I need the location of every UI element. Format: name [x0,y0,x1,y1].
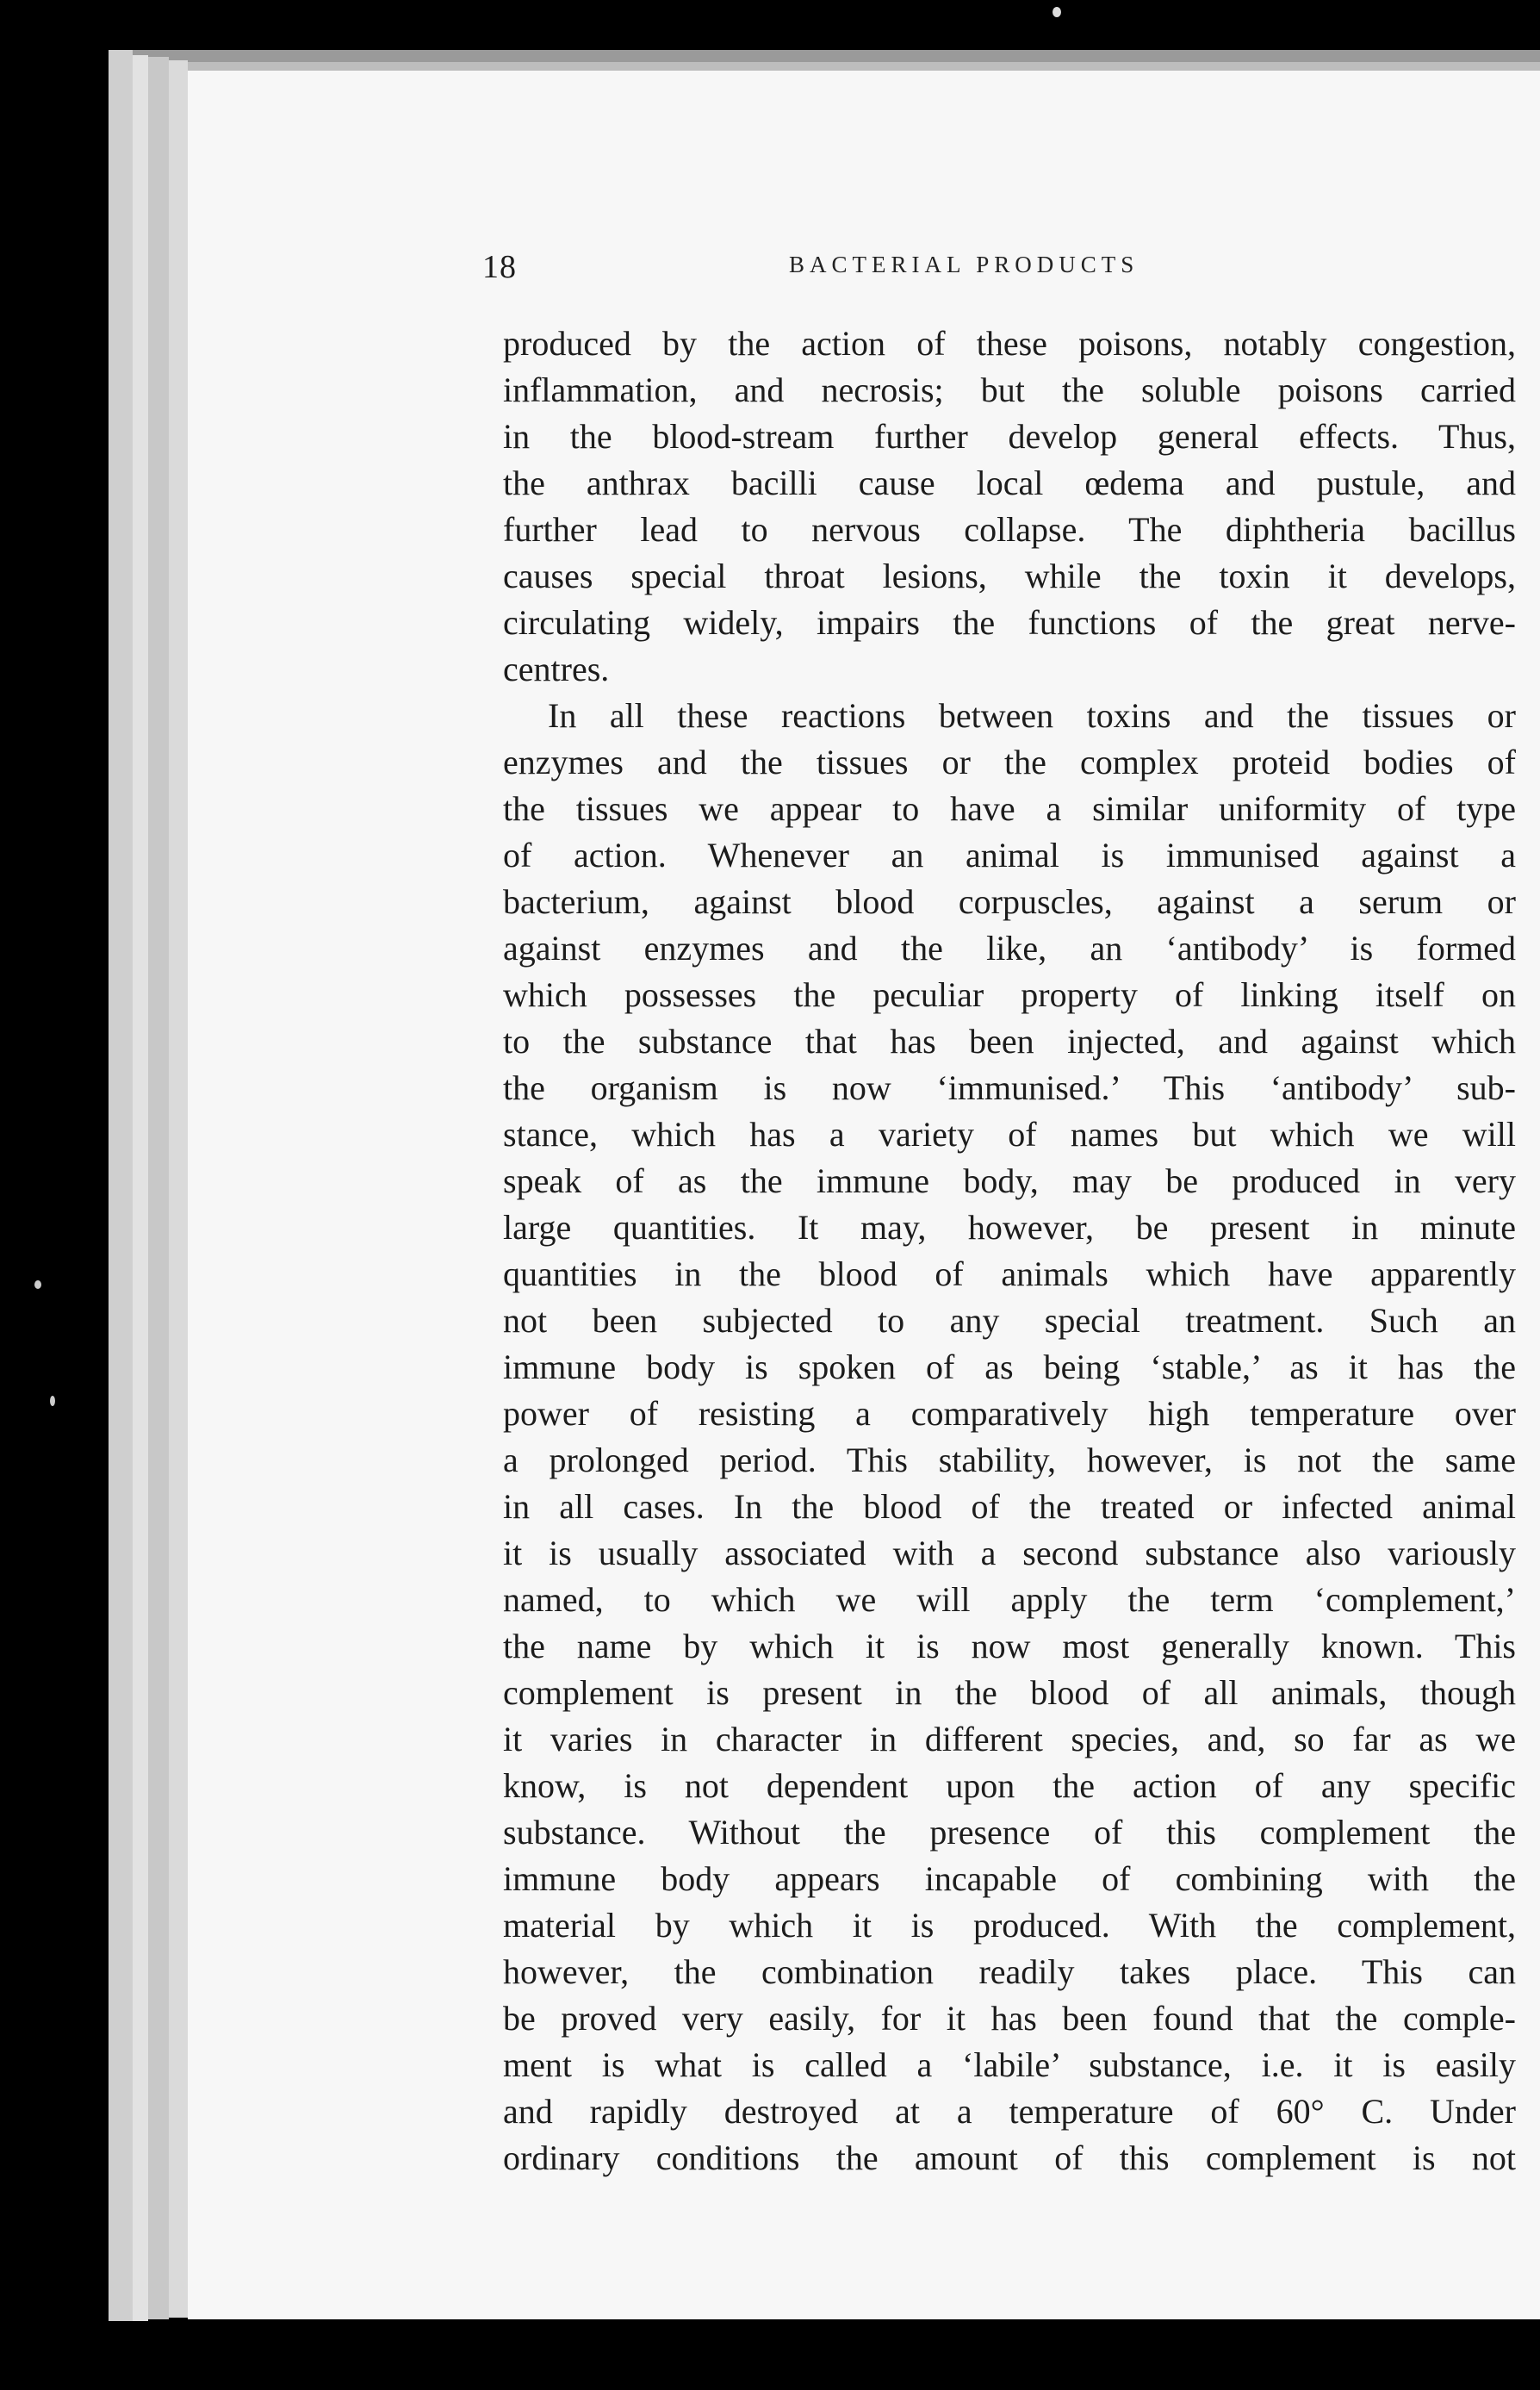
scan-speck [34,1280,41,1289]
scan-speck [50,1396,55,1406]
text-line: the name by which it is now most generally known. This [503,1627,1516,1665]
text-line: enzymes and the tissues or the complex proteid bodies of [503,743,1516,781]
text-line: immune body is spoken of as being ‘stable,’ as it has the [503,1347,1516,1386]
running-head: BACTERIAL PRODUCTS [789,252,1139,277]
text-line: ment is what is called a ‘labile’ substance, i.e. it is easily [503,2045,1516,2084]
text-line: be proved very easily, for it has been found that the comple- [503,1999,1516,2038]
text-line: of action. Whenever an animal is immunised against a [503,836,1516,874]
text-line: power of resisting a comparatively high temperature over [503,1394,1516,1433]
text-line: the anthrax bacilli cause local œdema and pustule, and [503,464,1516,502]
text-line: ordinary conditions the amount of this complement is not [503,2138,1516,2177]
text-line: complement is present in the blood of all animals, though [503,1673,1516,1712]
page-edge-top [109,50,1540,62]
text-line: it is usually associated with a second substance also variously [503,1534,1516,1572]
text-line: centres. [503,650,610,688]
text-line: not been subjected to any special treatment. Such an [503,1301,1516,1340]
page-edge-left-2 [133,55,148,2321]
page-edge-top-inner [188,62,1540,71]
text-line: In all these reactions between toxins and the tissues or [548,696,1516,735]
text-line: a prolonged period. This stability, however, is not the same [503,1441,1516,1479]
text-line: however, the combination readily takes place. This can [503,1952,1516,1991]
text-line: in the blood-stream further develop general effects. Thus, [503,417,1516,456]
text-line: it varies in character in different species, and, so far as we [503,1720,1516,1758]
text-line: and rapidly destroyed at a temperature of 60° C. Under [503,2092,1516,2131]
text-line: material by which it is produced. With the complement, [503,1906,1516,1945]
page-edge-left-1 [109,50,133,2321]
text-line: the organism is now ‘immunised.’ This ‘antibody’ sub- [503,1068,1516,1107]
text-line: immune body appears incapable of combining with the [503,1859,1516,1898]
text-line: produced by the action of these poisons, notably congestion, [503,324,1516,363]
text-line: the tissues we appear to have a similar uniformity of type [503,789,1516,828]
text-line: know, is not dependent upon the action of any specific [503,1766,1516,1805]
text-line: speak of as the immune body, may be produced in very [503,1161,1516,1200]
text-line: against enzymes and the like, an ‘antibody’ is formed [503,929,1516,968]
text-line: named, to which we will apply the term ‘complement,’ [503,1580,1516,1619]
page-edge-left-4 [169,60,188,2318]
text-line: further lead to nervous collapse. The diphtheria bacillus [503,510,1516,549]
text-line: large quantities. It may, however, be present in minute [503,1208,1516,1247]
text-line: causes special throat lesions, while the toxin it develops, [503,557,1516,595]
page-edge-left-3 [148,57,169,2319]
page-number: 18 [482,249,517,285]
text-line: stance, which has a variety of names but which we will [503,1115,1516,1154]
text-line: to the substance that has been injected, and against which [503,1022,1516,1061]
scan-speck [1053,7,1061,17]
text-line: which possesses the peculiar property of linking itself on [503,975,1516,1014]
text-line: quantities in the blood of animals which have apparently [503,1254,1516,1293]
text-line: bacterium, against blood corpuscles, against a serum or [503,882,1516,921]
body-text [503,321,1516,2181]
text-line: in all cases. In the blood of the treated or infected animal [503,1487,1516,1526]
text-line: inflammation, and necrosis; but the soluble poisons carried [503,370,1516,409]
text-line: substance. Without the presence of this complement the [503,1813,1516,1852]
text-line: circulating widely, impairs the functions of the great nerve- [503,603,1516,642]
page-header [482,248,1507,291]
